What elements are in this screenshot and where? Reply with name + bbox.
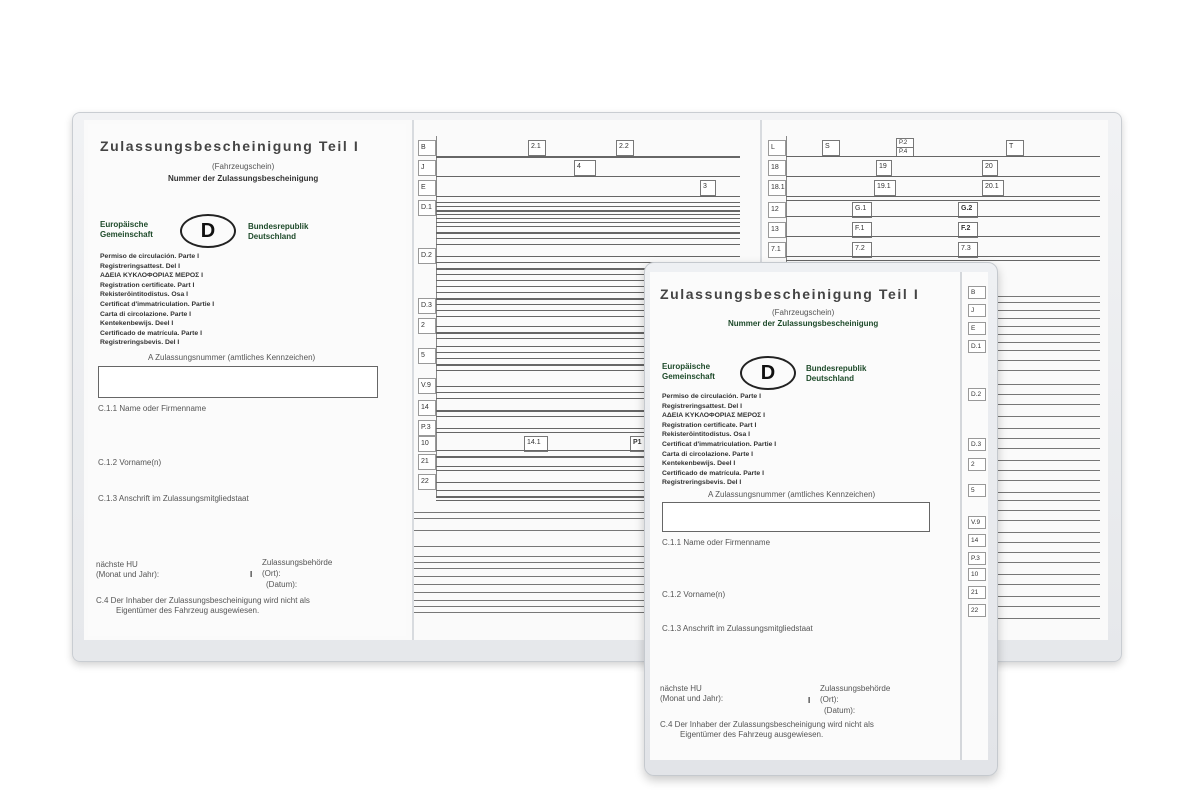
folded-country-oval-d (740, 356, 796, 390)
grid-line (998, 574, 1100, 575)
field-label-e: E (418, 180, 436, 196)
roman-numeral: I (250, 570, 253, 579)
field-label-21: 21 (968, 586, 986, 599)
country-label-1: Bundesrepublik (248, 222, 309, 231)
field-p4: P.4 (896, 147, 914, 157)
field-label-18-1: 18.1 (768, 180, 786, 196)
grid-line (998, 542, 1100, 543)
grid-line (998, 350, 1100, 351)
field-2-2: 2.2 (616, 140, 634, 156)
folded-hu-label-1: nächste HU (660, 684, 702, 693)
country-label-2: Deutschland (248, 232, 297, 241)
field-label-7-1: 7.1 (768, 242, 786, 258)
grid-line (998, 510, 1100, 511)
c13-label: C.1.3 Anschrift im Zulassungsmitgliedstaat (98, 494, 249, 503)
folded-c12-label: C.1.2 Vorname(n) (662, 590, 726, 599)
grid-line (998, 480, 1100, 481)
field-14-1: 14.1 (524, 436, 548, 452)
field-label-v-9: V.9 (418, 378, 436, 394)
folded-c11-label: C.1.1 Name oder Firmenname (662, 538, 771, 547)
grid-line (786, 156, 1100, 157)
field-label-b: B (418, 140, 436, 156)
c11-label: C.1.1 Name oder Firmenname (98, 404, 207, 413)
folded-country-code: D (760, 361, 776, 384)
field-f1: F.1 (852, 222, 872, 238)
folded-eu-label-1: Europäische (662, 362, 711, 371)
grid-line (998, 296, 1100, 297)
grid-line (998, 438, 1100, 439)
folded-authority-label-2: (Ort): (820, 695, 839, 704)
grid-line (998, 384, 1100, 385)
hu-label-1: nächste HU (96, 560, 138, 569)
folded-authority-label-1: Zulassungsbehörde (820, 684, 891, 693)
grid-line (786, 256, 1100, 257)
hu-label-2: (Monat und Jahr): (96, 570, 160, 579)
folded-authority-label-3: (Datum): (824, 706, 856, 715)
field-label-14: 14 (418, 400, 436, 416)
grid-line (998, 428, 1100, 429)
language-item: Kentekenbewijs. Deel I (100, 320, 174, 328)
grid-line (436, 256, 740, 257)
field-label-d-1: D.1 (418, 200, 436, 216)
language-item: Registration certificate. Part I (100, 281, 195, 289)
grid-line (998, 606, 1100, 607)
folded-country-label-2: Deutschland (806, 374, 855, 383)
folded-language-list (662, 392, 776, 488)
grid-line (998, 500, 1100, 501)
field-label-d-3: D.3 (968, 438, 986, 451)
grid-line (436, 202, 740, 203)
folded-document-number-label: Nummer der Zulassungsbescheinigung (728, 319, 879, 328)
grid-line (998, 584, 1100, 585)
grid-line (436, 244, 740, 245)
language-item: Certificat d'immatriculation. Partie I (662, 440, 777, 448)
field-20-1: 20.1 (982, 180, 1004, 196)
folded-roman-numeral: I (808, 696, 811, 705)
field-label-2: 2 (968, 458, 986, 471)
field-label-b: B (968, 286, 986, 299)
folded-page-edge (960, 272, 962, 760)
grid-line (998, 532, 1100, 533)
authority-label-2: (Ort): (262, 569, 281, 578)
field-label-e: E (968, 322, 986, 335)
grid-line (998, 310, 1100, 311)
grid-line (998, 460, 1100, 461)
field-label-p-3: P.3 (418, 420, 436, 436)
grid-line (998, 448, 1100, 449)
folded-document-subtitle: (Fahrzeugschein) (772, 308, 835, 317)
grid-line (998, 404, 1100, 405)
field-label-d-2: D.2 (968, 388, 986, 401)
eu-label-2: Gemeinschaft (100, 230, 153, 239)
field-label-10: 10 (418, 436, 436, 452)
grid-line (436, 238, 740, 239)
field-19-1: 19.1 (874, 180, 896, 196)
folded-plate-box (662, 502, 930, 532)
grid-line (436, 210, 740, 212)
c4-text-2: Eigentümer des Fahrzeug ausgewiesen. (116, 606, 260, 615)
grid-line (998, 552, 1100, 553)
field-label-12: 12 (768, 202, 786, 218)
grid-line (436, 214, 740, 215)
language-item: Rekisteröintitodistus. Osa I (662, 431, 751, 439)
field-label-13: 13 (768, 222, 786, 238)
grid-line (998, 470, 1100, 471)
folded-c4-text-2: Eigentümer des Fahrzeug ausgewiesen. (680, 730, 824, 739)
grid-line (436, 226, 740, 227)
grid-line (998, 394, 1100, 395)
field-7-3: 7.3 (958, 242, 978, 258)
grid-line (436, 206, 740, 207)
grid-line (786, 196, 1100, 197)
field-label-21: 21 (418, 454, 436, 470)
grid-line (998, 520, 1100, 521)
grid-line (436, 156, 740, 158)
grid-line (998, 370, 1100, 371)
field-19: 19 (876, 160, 892, 176)
field-20: 20 (982, 160, 998, 176)
authority-label-3: (Datum): (266, 580, 298, 589)
field-label-10: 10 (968, 568, 986, 581)
grid-line (998, 334, 1100, 335)
grid-line (998, 618, 1100, 619)
language-item: Registration certificate. Part I (662, 421, 757, 429)
field-t: T (1006, 140, 1024, 156)
grid-line (998, 596, 1100, 597)
field-label-v-9: V.9 (968, 516, 986, 529)
field-label-22: 22 (418, 474, 436, 490)
language-item: Kentekenbewijs. Deel I (662, 460, 736, 468)
language-item: Certificat d'immatriculation. Partie I (100, 300, 215, 308)
grid-line (998, 416, 1100, 417)
field-3: 3 (700, 180, 716, 196)
field-g2: G.2 (958, 202, 978, 218)
field-label-5: 5 (968, 484, 986, 497)
document-subtitle: (Fahrzeugschein) (212, 162, 275, 171)
language-item: Registreringsattest. Del I (662, 402, 743, 410)
folded-plate-label: A Zulassungsnummer (amtliches Kennzeichen) (708, 490, 876, 499)
language-item: Registreringsbevis. Del I (100, 339, 180, 347)
grid-line (786, 260, 1100, 261)
field-s: S (822, 140, 840, 156)
country-oval-d (180, 214, 236, 248)
grid-line (436, 196, 740, 197)
grid-line (998, 562, 1100, 563)
field-p1: P1 (630, 436, 650, 452)
grid-line (786, 216, 1100, 217)
field-label-j: J (418, 160, 436, 176)
plate-box (98, 366, 378, 398)
field-7-2: 7.2 (852, 242, 872, 258)
language-item: Carta di circolazione. Parte I (662, 450, 754, 458)
grid-line (998, 360, 1100, 361)
field-label-j: J (968, 304, 986, 317)
language-list (100, 252, 214, 348)
grid-line (998, 326, 1100, 327)
c12-label: C.1.2 Vorname(n) (98, 458, 162, 467)
field-4: 4 (574, 160, 596, 176)
grid-line (436, 218, 740, 219)
folded-country-label-1: Bundesrepublik (806, 364, 867, 373)
grid-line (998, 492, 1100, 493)
language-item: ΑΔΕΙΑ ΚΥΚΛΟΦΟΡΙΑΣ ΜΕΡΟΣ I (100, 272, 204, 280)
language-item: Rekisteröintitodistus. Osa I (100, 291, 189, 299)
field-label-2: 2 (418, 318, 436, 334)
c4-text-1: C.4 Der Inhaber der Zulassungsbescheinigung wird nicht als (96, 596, 310, 605)
field-g1: G.1 (852, 202, 872, 218)
country-code: D (200, 219, 216, 242)
document-number-label: Nummer der Zulassungsbescheinigung (168, 174, 319, 183)
folded-document-title: Zulassungsbescheinigung Teil I (660, 286, 920, 302)
folded-eu-label-2: Gemeinschaft (662, 372, 715, 381)
language-item: Carta di circolazione. Parte I (100, 310, 192, 318)
language-item: Registreringsattest. Del I (100, 262, 181, 270)
grid-line (786, 200, 1100, 201)
plate-label: A Zulassungsnummer (amtliches Kennzeichen) (148, 353, 316, 362)
grid-line (786, 176, 1100, 177)
field-label-5: 5 (418, 348, 436, 364)
language-item: Permiso de circulación. Parte I (100, 253, 199, 260)
grid-line (998, 318, 1100, 319)
field-label-18: 18 (768, 160, 786, 176)
field-p2: P.2 (896, 138, 914, 148)
document-title: Zulassungsbescheinigung Teil I (100, 138, 360, 154)
folded-c4-text-1: C.4 Der Inhaber der Zulassungsbescheinigung wird nicht als (660, 720, 874, 729)
folded-hu-label-2: (Monat und Jahr): (660, 694, 724, 703)
field-label-l: L (768, 140, 786, 156)
field-label-p-3: P.3 (968, 552, 986, 565)
language-item: Certificado de matrícula. Parte I (662, 469, 764, 477)
grid-line (436, 176, 740, 177)
grid-line (998, 302, 1100, 303)
field-label-d-2: D.2 (418, 248, 436, 264)
language-item: ΑΔΕΙΑ ΚΥΚΛΟΦΟΡΙΑΣ ΜΕΡΟΣ I (662, 412, 766, 420)
field-label-14: 14 (968, 534, 986, 547)
eu-label-1: Europäische (100, 220, 149, 229)
language-item: Registreringsbevis. Del I (662, 479, 742, 487)
language-item: Certificado de matrícula. Parte I (100, 329, 202, 337)
grid-line (436, 232, 740, 234)
field-label-d-1: D.1 (968, 340, 986, 353)
grid-line (998, 342, 1100, 343)
folded-c13-label: C.1.3 Anschrift im Zulassungsmitgliedstaat (662, 624, 813, 633)
grid-line (786, 236, 1100, 237)
field-f2: F.2 (958, 222, 978, 238)
authority-label-1: Zulassungsbehörde (262, 558, 333, 567)
field-2-1: 2.1 (528, 140, 546, 156)
language-item: Permiso de circulación. Parte I (662, 393, 761, 400)
grid-line (436, 222, 740, 223)
field-label-22: 22 (968, 604, 986, 617)
field-label-d-3: D.3 (418, 298, 436, 314)
